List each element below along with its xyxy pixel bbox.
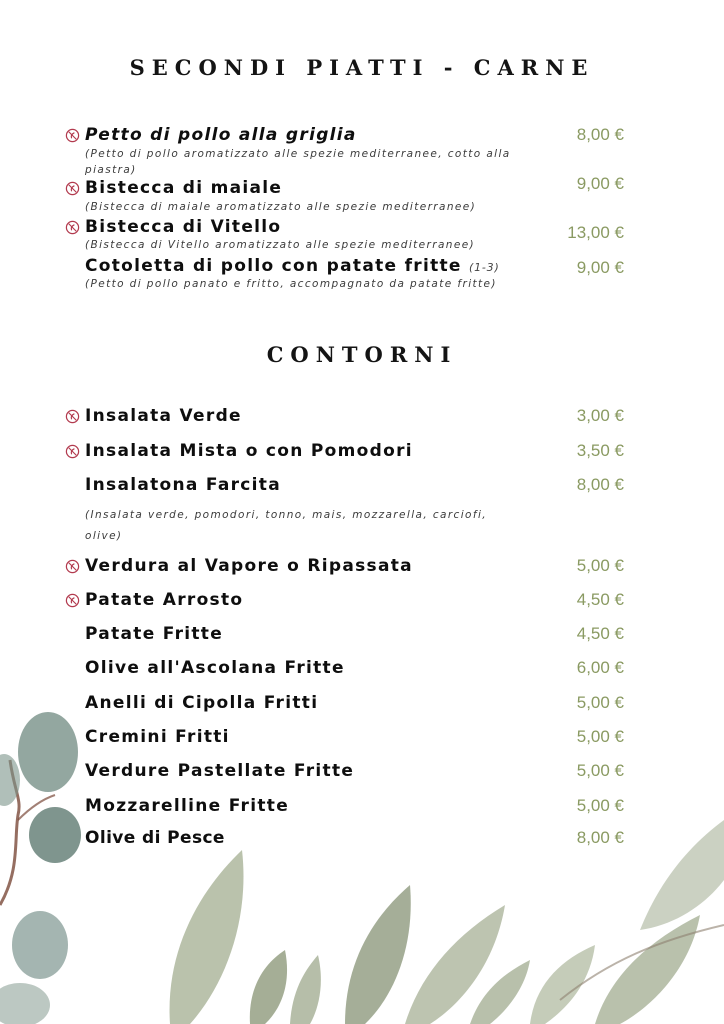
gluten-free-icon xyxy=(65,593,80,608)
item-price: 5,00 € xyxy=(576,727,624,746)
item-price: 3,00 € xyxy=(576,406,624,425)
item-description: (Bistecca di maiale aromatizzato alle spezie mediterranee) xyxy=(85,201,477,213)
item-price: 4,50 € xyxy=(576,590,624,609)
item-name: Petto di pollo alla griglia xyxy=(85,125,357,145)
item-price: 9,00 € xyxy=(576,174,624,193)
item-note: (1-3) xyxy=(468,261,500,274)
item-price: 9,00 € xyxy=(576,258,624,277)
item-price: 5,00 € xyxy=(576,693,624,712)
gluten-free-icon xyxy=(65,128,80,143)
item-name: Bistecca di maiale xyxy=(85,178,283,198)
gluten-free-icon xyxy=(65,559,80,574)
item-price: 4,50 € xyxy=(576,624,624,643)
item-description: (Petto di pollo panato e fritto, accompagnato da patate fritte) xyxy=(85,278,497,290)
item-price: 8,00 € xyxy=(576,125,624,144)
item-name: Bistecca di Vitello xyxy=(85,217,282,237)
item-name: Mozzarelline Fritte xyxy=(85,796,290,816)
item-name: Anelli di Cipolla Fritti xyxy=(85,693,319,713)
item-price: 5,00 € xyxy=(576,761,624,780)
item-price: 13,00 € xyxy=(567,223,624,242)
item-name: Insalatona Farcita xyxy=(85,475,281,495)
item-name: Verdure Pastellate Fritte xyxy=(85,761,355,781)
item-name: Verdura al Vapore o Ripassata xyxy=(85,556,413,576)
item-name: Patate Arrosto xyxy=(85,590,244,610)
item-description: (Petto di pollo aromatizzato alle spezie mediterranee, cotto alla piastra) xyxy=(85,148,511,176)
gluten-free-icon xyxy=(65,220,80,235)
item-name: Insalata Verde xyxy=(85,406,242,426)
item-name: Olive all'Ascolana Fritte xyxy=(85,658,345,678)
item-description: (Bistecca di Vitello aromatizzato alle spezie mediterranee) xyxy=(85,239,476,251)
item-price: 6,00 € xyxy=(576,658,624,677)
gluten-free-icon xyxy=(65,409,80,424)
item-description: (Insalata verde, pomodori, tonno, mais, mozzarella, carciofi, olive) xyxy=(85,509,488,542)
item-price: 5,00 € xyxy=(576,796,624,815)
item-name: Patate Fritte xyxy=(85,624,224,644)
section-title-carne: SECONDI PIATTI - CARNE xyxy=(129,55,595,80)
item-price: 8,00 € xyxy=(576,475,624,494)
item-price: 3,50 € xyxy=(576,441,624,460)
item-name: Cremini Fritti xyxy=(85,727,230,747)
item-name: Cotoletta di pollo con patate fritte (1-3) xyxy=(85,256,500,276)
gluten-free-icon xyxy=(65,181,80,196)
section-title-contorni: CONTORNI xyxy=(266,342,458,367)
item-price: 5,00 € xyxy=(576,556,624,575)
item-name: Insalata Mista o con Pomodori xyxy=(85,441,413,461)
item-name: Olive di Pesce xyxy=(85,828,225,848)
gluten-free-icon xyxy=(65,444,80,459)
item-price: 8,00 € xyxy=(576,828,624,847)
